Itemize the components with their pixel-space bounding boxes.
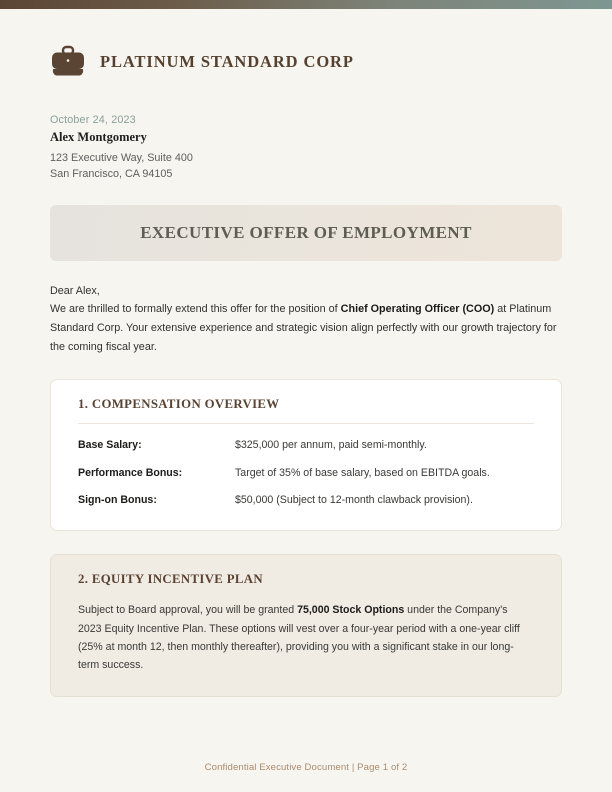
section-equity-body — [78, 601, 534, 675]
equity-text-part-2: under the Company's 2023 Equity Incentive Plan. These options will vest over a four-year period with a one-year cliff (25% at month 12, then monthly thereafter), providing you with a significant stake in our long-term success. — [78, 604, 520, 672]
section-compensation-title: 1. COMPENSATION OVERVIEW — [78, 397, 280, 412]
document-title: EXECUTIVE OFFER OF EMPLOYMENT — [140, 222, 472, 242]
recipient-address-line-1: 123 Executive Way, Suite 400 — [50, 152, 193, 164]
stock-options-amount: 75,000 Stock Options — [297, 604, 405, 617]
letterhead — [50, 45, 562, 79]
section-divider — [78, 423, 534, 424]
row-value: $325,000 per annum, paid semi-monthly. — [235, 439, 427, 452]
table-row — [78, 438, 534, 454]
table-row — [78, 466, 534, 482]
intro-text-part-2: at Platinum Standard Corp. Your extensive experience and strategic vision align perfectly with our growth trajectory for the coming fiscal year. — [50, 303, 557, 353]
section-equity-title: 2. EQUITY INCENTIVE PLAN — [78, 572, 263, 587]
intro-paragraph — [50, 282, 562, 356]
row-value: Target of 35% of base salary, based on EBITDA goals. — [235, 466, 490, 479]
position-title: Chief Operating Officer (COO) — [340, 303, 495, 316]
letter-date: October 24, 2023 — [50, 114, 136, 126]
row-value: $50,000 (Subject to 12-month clawback provision). — [235, 494, 473, 507]
recipient-name: Alex Montgomery — [50, 130, 147, 144]
letter-meta — [50, 114, 562, 183]
row-label: Base Salary: — [78, 439, 142, 452]
intro-text-part-1: We are thrilled to formally extend this offer for the position of — [50, 303, 341, 316]
company-name: PLATINUM STANDARD CORP — [100, 52, 354, 71]
equity-text-part-1: Subject to Board approval, you will be granted — [78, 604, 298, 617]
table-row — [78, 493, 534, 509]
document-footer: Confidential Executive Document | Page 1 of 2 — [204, 762, 408, 773]
document-content — [0, 9, 612, 792]
recipient-address-line-2: San Francisco, CA 94105 — [50, 168, 173, 181]
salutation: Dear Alex, — [50, 284, 100, 297]
document-title-banner — [50, 205, 562, 261]
briefcase-icon — [50, 45, 86, 79]
section-equity-incentive-plan — [50, 554, 562, 697]
compensation-rows — [78, 438, 534, 509]
section-compensation-overview — [50, 379, 562, 531]
row-label: Performance Bonus: — [78, 466, 183, 479]
row-label: Sign-on Bonus: — [78, 494, 157, 507]
accent-gradient-bar — [0, 0, 612, 9]
